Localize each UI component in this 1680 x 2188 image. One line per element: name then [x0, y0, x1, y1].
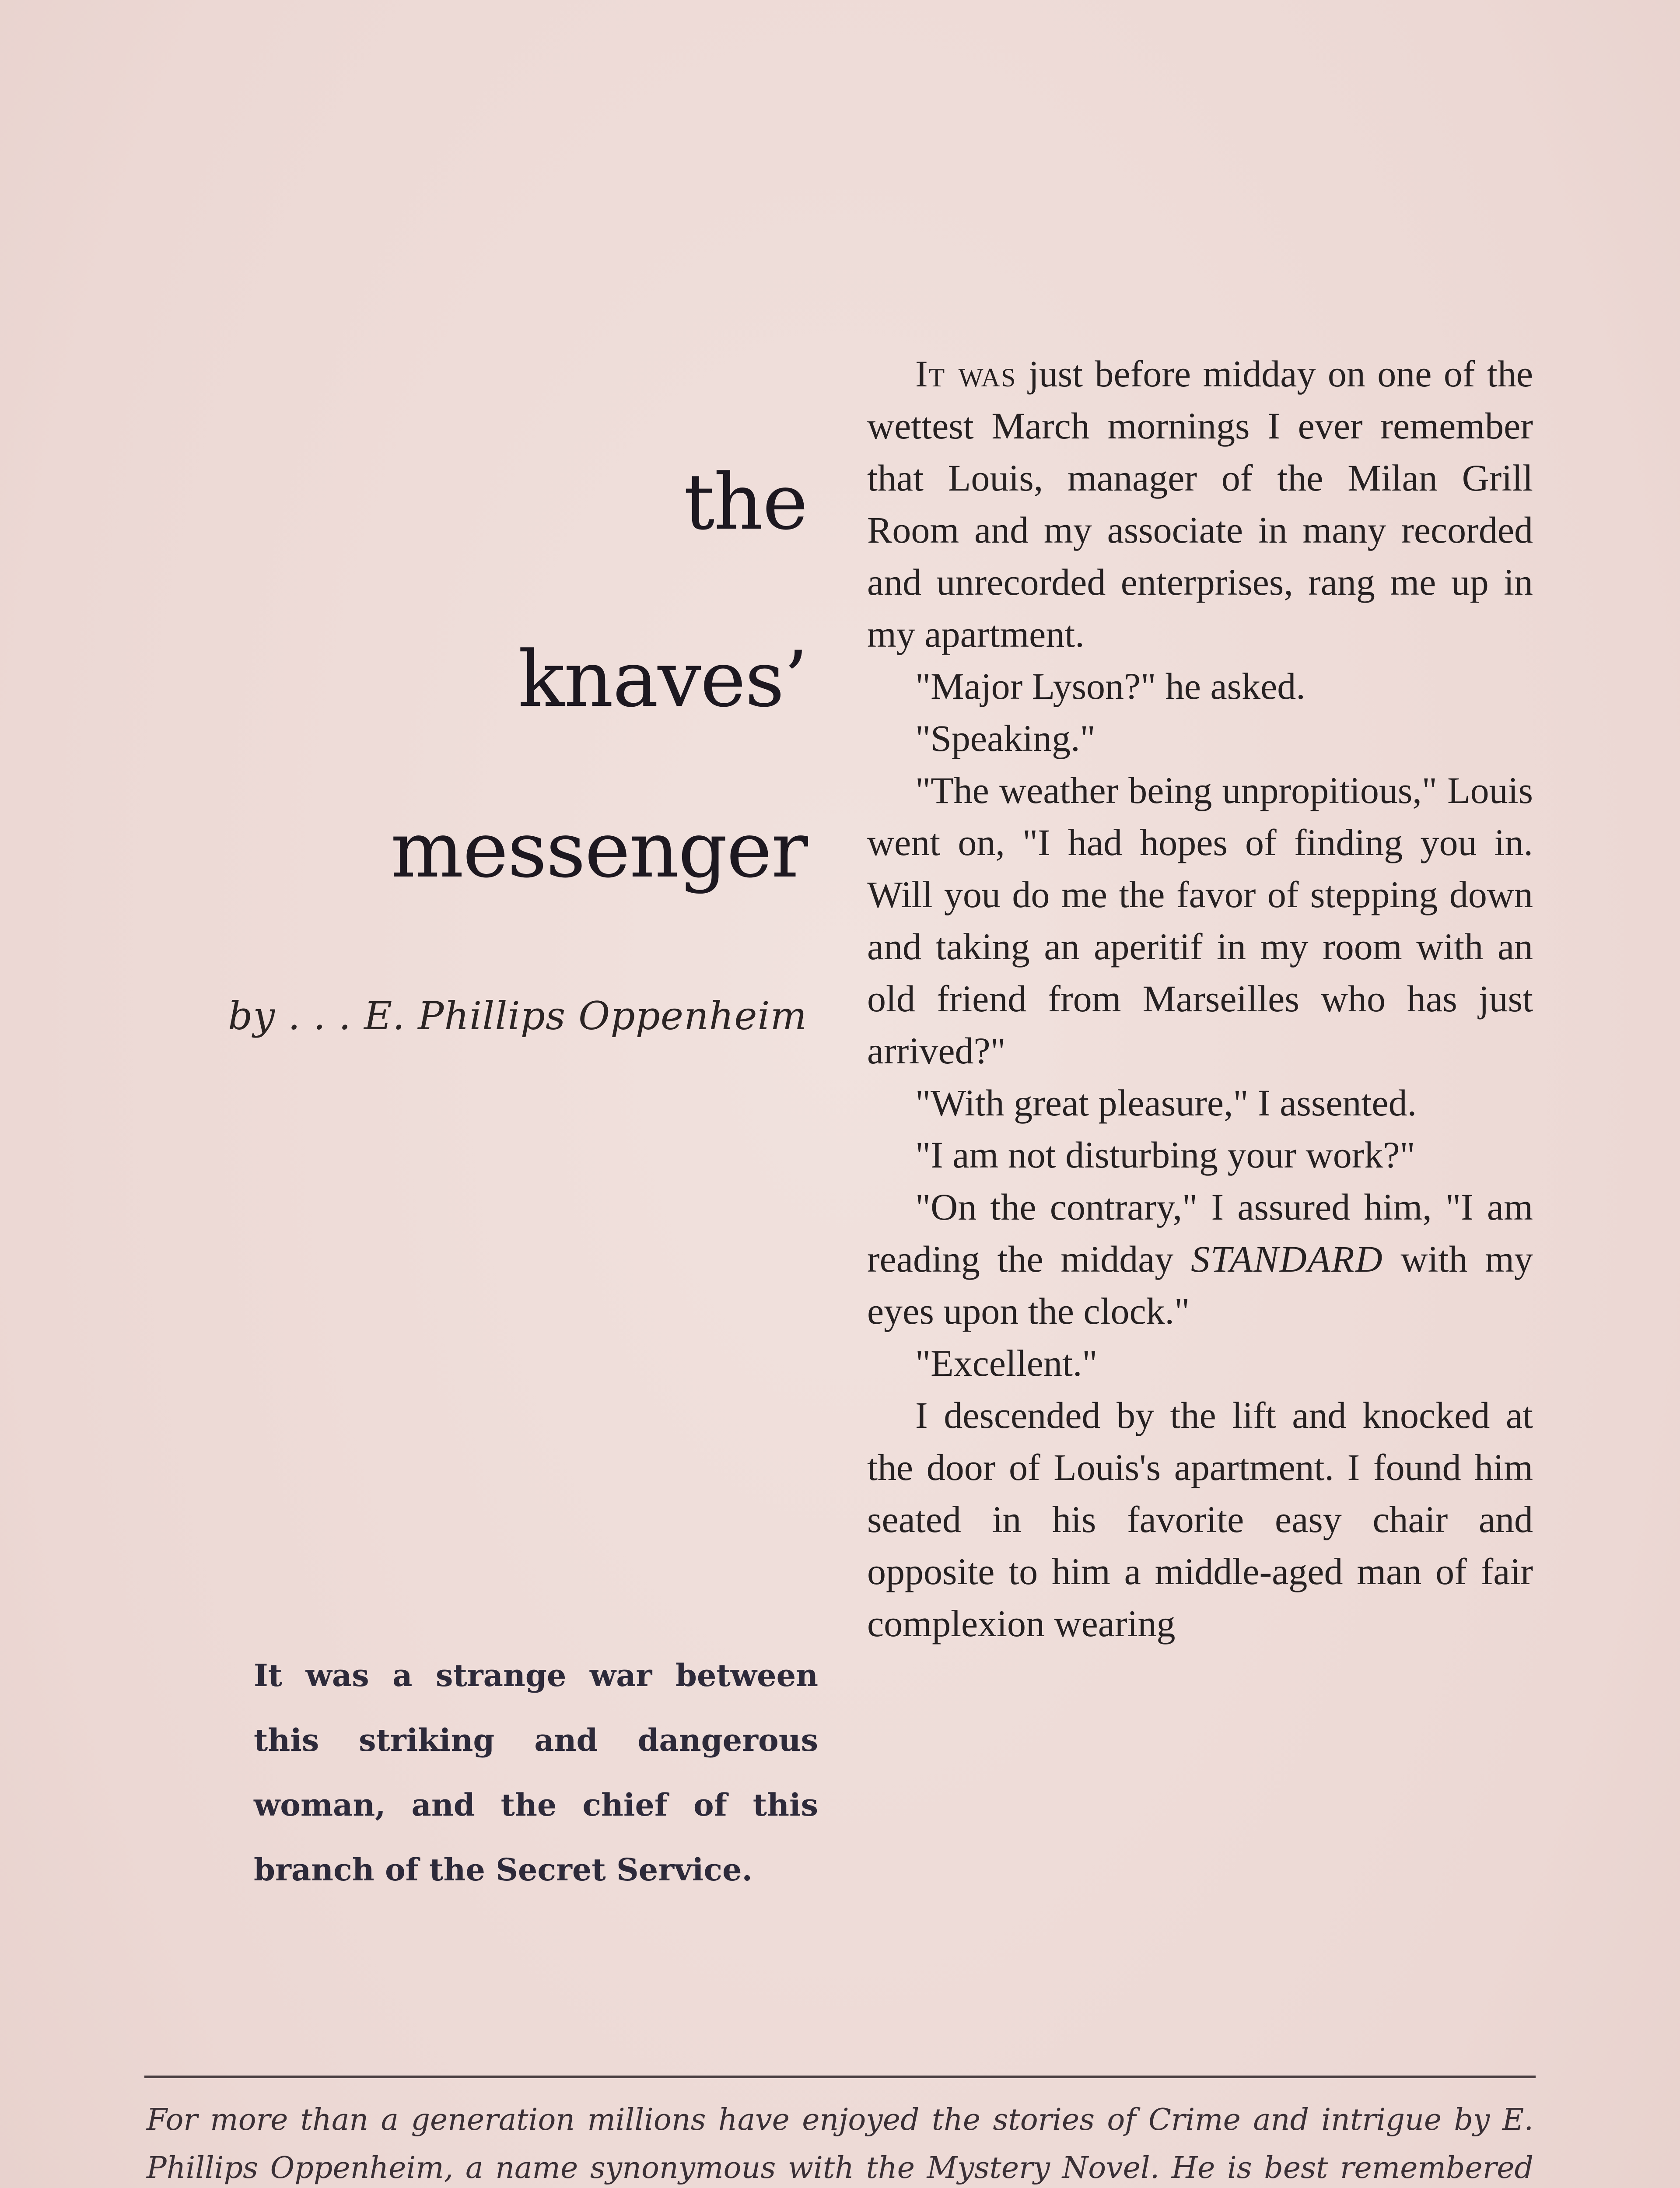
story-paragraph: I descended by the lift and knocked at the door of Louis's apartment. I found him seated in his favorite easy chair and opposite to him a middle-aged man of fair complexion wearing	[867, 1394, 1533, 1645]
story-paragraph: "The weather being unpropitious," Louis went on, "I had hopes of finding you in. Will you do me the favor of stepping down and taking an aperitif in my room with an old friend from Marseilles who has just arrived?"	[867, 769, 1533, 1072]
story-text-column	[867, 348, 1533, 1650]
story-paragraph	[867, 348, 1533, 660]
story-paragraph-text: "On the contrary," I assured him, "I am reading the midday	[867, 1186, 1533, 1280]
story-paragraph: "Excellent."	[915, 1342, 1098, 1384]
story-paragraph-text: just before midday on one of the wettest March mornings I ever remember that Louis, manager of the Milan Grill Room and my associate in many recorded and unrecorded enterprises, rang me up in my apartment.	[867, 353, 1533, 655]
divider-rule	[144, 2076, 1536, 2078]
story-title-line-2: knaves’	[518, 635, 807, 724]
story-title-line-1: the	[683, 457, 807, 547]
editor-note	[147, 2096, 1533, 2188]
story-paragraph-text: with my eyes upon the clock."	[867, 1238, 1533, 1332]
story-lead-in: It was	[915, 353, 1017, 395]
story-paragraph	[867, 1181, 1533, 1337]
author-byline: by . . . E. Phillips Oppenheim	[228, 993, 807, 1038]
story-paragraph: "Major Lyson?" he asked.	[915, 665, 1306, 707]
story-paragraph: "I am not disturbing your work?"	[915, 1134, 1415, 1176]
story-title-line-3: messenger	[390, 805, 807, 895]
newspaper-name: STANDARD	[1191, 1238, 1383, 1280]
story-blurb: It was a strange war between this striking and dangerous woman, and the chief of this branch of the Secret Service.	[254, 1657, 818, 1888]
story-paragraph: "With great pleasure," I assented.	[915, 1082, 1417, 1124]
story-paragraph: "Speaking."	[915, 717, 1096, 759]
editor-note-text: For more than a generation millions have enjoyed the stories of Crime and intrigue by E. Phillips Oppenheim, a name synonymous with the Mystery Novel. He is best remembered	[147, 2103, 1533, 2185]
